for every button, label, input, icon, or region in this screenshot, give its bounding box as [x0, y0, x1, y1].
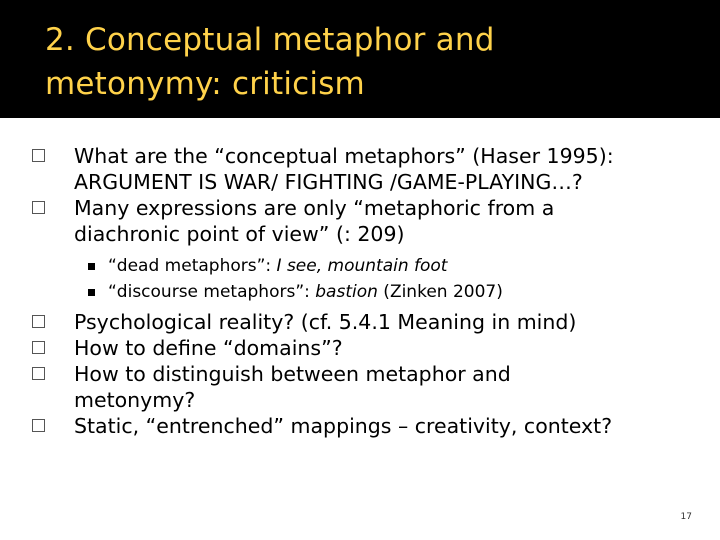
bullet-text: Psychological reality? (cf. 5.4.1 Meaning in mind): [74, 310, 577, 334]
bullet-text: What are the “conceptual metaphors” (Haser 1995):: [74, 144, 614, 168]
checkbox-bullet-icon: [32, 315, 45, 328]
sub-bullet-text: “discourse metaphors”:: [108, 282, 316, 302]
title-line-2: metonymy: criticism: [45, 66, 365, 102]
checkbox-bullet-icon: [32, 149, 45, 162]
bullet-item: [28, 143, 708, 195]
bullet-text: ARGUMENT IS WAR/ FIGHTING /GAME-PLAYING…?: [74, 170, 583, 194]
checkbox-bullet-icon: [32, 201, 45, 214]
sub-bullet-citation: (Zinken 2007): [377, 282, 503, 302]
sub-bullet-example: I see, mountain foot: [276, 256, 448, 276]
bullet-item: [28, 195, 708, 247]
bullet-text: metonymy?: [74, 388, 196, 412]
bullet-text: How to define “domains”?: [74, 336, 343, 360]
sub-bullet-text: “dead metaphors”:: [108, 256, 277, 276]
sub-bullet-example: bastion: [315, 282, 378, 302]
title-bar: [0, 0, 720, 118]
title-line-1: 2. Conceptual metaphor and: [45, 22, 495, 58]
bullet-item: [28, 309, 708, 335]
bullet-item: [28, 335, 708, 361]
checkbox-bullet-icon: [32, 367, 45, 380]
sub-bullet-item: [28, 253, 708, 279]
bullet-text: Many expressions are only “metaphoric from a: [74, 196, 555, 220]
square-bullet-icon: [88, 263, 95, 270]
slide-body: [28, 143, 708, 439]
checkbox-bullet-icon: [32, 419, 45, 432]
square-bullet-icon: [88, 289, 95, 296]
slide-title: [45, 18, 685, 106]
sub-bullet-item: [28, 279, 708, 305]
bullet-text: How to distinguish between metaphor and: [74, 362, 511, 386]
page-number: 17: [680, 512, 692, 522]
checkbox-bullet-icon: [32, 341, 45, 354]
bullet-item: [28, 413, 708, 439]
bullet-text: diachronic point of view” (: 209): [74, 222, 405, 246]
bullet-item: [28, 361, 708, 413]
bullet-text: Static, “entrenched” mappings – creativity, context?: [74, 414, 613, 438]
